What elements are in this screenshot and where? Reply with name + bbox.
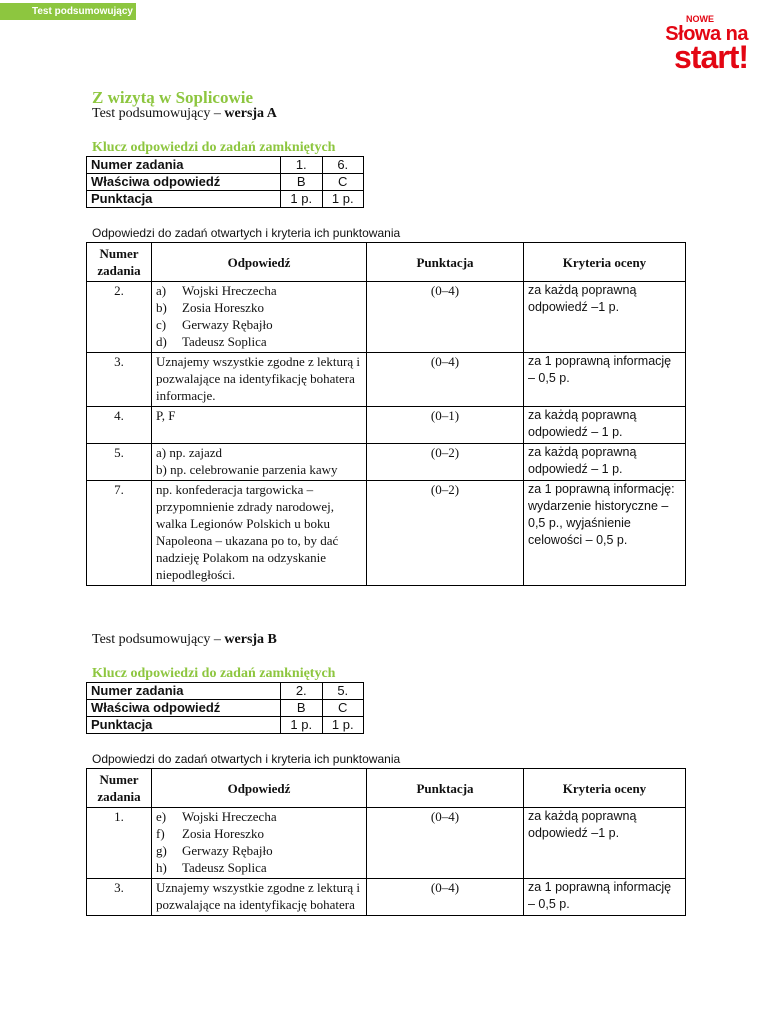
- column-header: Kryteria oceny: [524, 243, 686, 282]
- table-cell: 1 p.: [281, 191, 323, 208]
- criteria-cell: za każdą poprawną odpowiedź –1 p.: [524, 282, 686, 353]
- table-row: [87, 879, 686, 916]
- answer-cell: [152, 282, 367, 353]
- table-cell: 1 p.: [322, 717, 364, 734]
- item-text: Gerwazy Rębajło: [182, 843, 273, 858]
- table-cell: 2.: [281, 683, 323, 700]
- table-cell: 6.: [322, 157, 364, 174]
- row-label: Właściwa odpowiedź: [87, 174, 281, 191]
- table-row: [87, 157, 364, 174]
- answer-cell: [152, 444, 367, 481]
- answer-item: [156, 333, 362, 350]
- table-row: [87, 683, 364, 700]
- criteria-cell: za 1 poprawną informację – 0,5 p.: [524, 879, 686, 916]
- item-marker: a): [156, 283, 167, 298]
- column-header: Numer zadania: [87, 243, 152, 282]
- task-number: 4.: [87, 407, 152, 444]
- version-b-closed-table: [86, 682, 364, 734]
- item-marker: f): [156, 826, 165, 841]
- criteria-cell: za każdą poprawną odpowiedź – 1 p.: [524, 407, 686, 444]
- table-cell: C: [322, 174, 364, 191]
- points-cell: (0–4): [367, 353, 524, 407]
- points-cell: (0–4): [367, 282, 524, 353]
- answer-cell: [152, 808, 367, 879]
- item-marker: e): [156, 809, 167, 824]
- column-header: Odpowiedź: [152, 243, 367, 282]
- answer-cell: Uznajemy wszystkie zgodne z lekturą i pozwalające na identyfikację bohatera: [152, 879, 367, 916]
- version-a-subtitle-prefix: Test podsumowujący –: [92, 106, 225, 121]
- item-text: Tadeusz Soplica: [182, 860, 267, 875]
- version-b-closed-heading: Klucz odpowiedzi do zadań zamkniętych: [92, 666, 336, 681]
- points-cell: (0–2): [367, 444, 524, 481]
- table-cell: 1 p.: [322, 191, 364, 208]
- row-label: Numer zadania: [87, 157, 281, 174]
- table-row: [87, 444, 686, 481]
- table-row: [87, 191, 364, 208]
- table-row: [87, 353, 686, 407]
- item-text: Zosia Horeszko: [182, 826, 264, 841]
- answer-item: [156, 859, 362, 876]
- column-header: Punktacja: [367, 243, 524, 282]
- criteria-cell: za 1 poprawną informację: wydarzenie historyczne – 0,5 p., wyjaśnienie celowości – 0,5 p.: [524, 481, 686, 586]
- task-number: 3.: [87, 879, 152, 916]
- version-b-subtitle: [92, 632, 277, 648]
- item-text: Wojski Hreczecha: [182, 283, 277, 298]
- table-row: [87, 407, 686, 444]
- criteria-cell: za 1 poprawną informację – 0,5 p.: [524, 353, 686, 407]
- row-label: Punktacja: [87, 717, 281, 734]
- row-label: Właściwa odpowiedź: [87, 700, 281, 717]
- answer-line: b) np. celebrowanie parzenia kawy: [156, 462, 338, 477]
- points-cell: (0–4): [367, 808, 524, 879]
- version-b-subtitle-prefix: Test podsumowujący –: [92, 632, 225, 647]
- answer-item: [156, 282, 362, 299]
- item-text: Zosia Horeszko: [182, 300, 264, 315]
- criteria-cell: za każdą poprawną odpowiedź –1 p.: [524, 808, 686, 879]
- points-cell: (0–2): [367, 481, 524, 586]
- column-header: Kryteria oceny: [524, 769, 686, 808]
- answer-item: [156, 842, 362, 859]
- brand-logo: [665, 15, 748, 73]
- table-row: [87, 282, 686, 353]
- table-header-row: [87, 769, 686, 808]
- table-header-row: [87, 243, 686, 282]
- table-row: [87, 481, 686, 586]
- header-tag: Test podsumowujący: [0, 3, 136, 20]
- version-a-subtitle: [92, 106, 277, 122]
- version-a-open-table: [86, 242, 686, 586]
- answer-cell: np. konfederacja targowicka – przypomnienie zdrady narodowej, walka Legionów Polskich u boku Napoleona – ukazana po to, by dać nadzieję Polakom na odzyskanie niepodległości.: [152, 481, 367, 586]
- task-number: 2.: [87, 282, 152, 353]
- column-header: Punktacja: [367, 769, 524, 808]
- answer-line: a) np. zajazd: [156, 445, 223, 460]
- answer-cell: Uznajemy wszystkie zgodne z lekturą i pozwalające na identyfikację bohatera informacje.: [152, 353, 367, 407]
- item-marker: b): [156, 300, 167, 315]
- item-text: Tadeusz Soplica: [182, 334, 267, 349]
- version-a-closed-heading: Klucz odpowiedzi do zadań zamkniętych: [92, 140, 336, 155]
- item-marker: g): [156, 843, 167, 858]
- row-label: Numer zadania: [87, 683, 281, 700]
- task-number: 7.: [87, 481, 152, 586]
- table-cell: 1 p.: [281, 717, 323, 734]
- table-row: [87, 174, 364, 191]
- page-title: Z wizytą w Soplicowie: [92, 88, 254, 107]
- criteria-cell: za każdą poprawną odpowiedź – 1 p.: [524, 444, 686, 481]
- version-b-open-table: [86, 768, 686, 916]
- answer-item: [156, 825, 362, 842]
- table-row: [87, 717, 364, 734]
- row-label: Punktacja: [87, 191, 281, 208]
- table-cell: B: [281, 174, 323, 191]
- version-b-open-heading: Odpowiedzi do zadań otwartych i kryteria ich punktowania: [92, 752, 401, 766]
- table-row: [87, 700, 364, 717]
- logo-line-3: start!: [673, 39, 748, 75]
- version-a-label: wersja A: [224, 106, 277, 121]
- answer-item: [156, 299, 362, 316]
- item-text: Gerwazy Rębajło: [182, 317, 273, 332]
- item-marker: d): [156, 334, 167, 349]
- table-cell: C: [322, 700, 364, 717]
- item-text: Wojski Hreczecha: [182, 809, 277, 824]
- logo-line-1: NOWE: [686, 14, 714, 24]
- points-cell: (0–4): [367, 879, 524, 916]
- task-number: 5.: [87, 444, 152, 481]
- version-a-closed-table: [86, 156, 364, 208]
- table-cell: 1.: [281, 157, 323, 174]
- points-cell: (0–1): [367, 407, 524, 444]
- task-number: 3.: [87, 353, 152, 407]
- version-b-label: wersja B: [224, 632, 277, 647]
- answer-item: [156, 808, 362, 825]
- table-cell: 5.: [322, 683, 364, 700]
- table-row: [87, 808, 686, 879]
- answer-item: [156, 316, 362, 333]
- answer-cell: P, F: [152, 407, 367, 444]
- column-header: Numer zadania: [87, 769, 152, 808]
- item-marker: c): [156, 317, 167, 332]
- task-number: 1.: [87, 808, 152, 879]
- column-header: Odpowiedź: [152, 769, 367, 808]
- table-cell: B: [281, 700, 323, 717]
- version-a-open-heading: Odpowiedzi do zadań otwartych i kryteria ich punktowania: [92, 226, 401, 240]
- item-marker: h): [156, 860, 167, 875]
- logo-line-2: Słowa na: [665, 23, 748, 45]
